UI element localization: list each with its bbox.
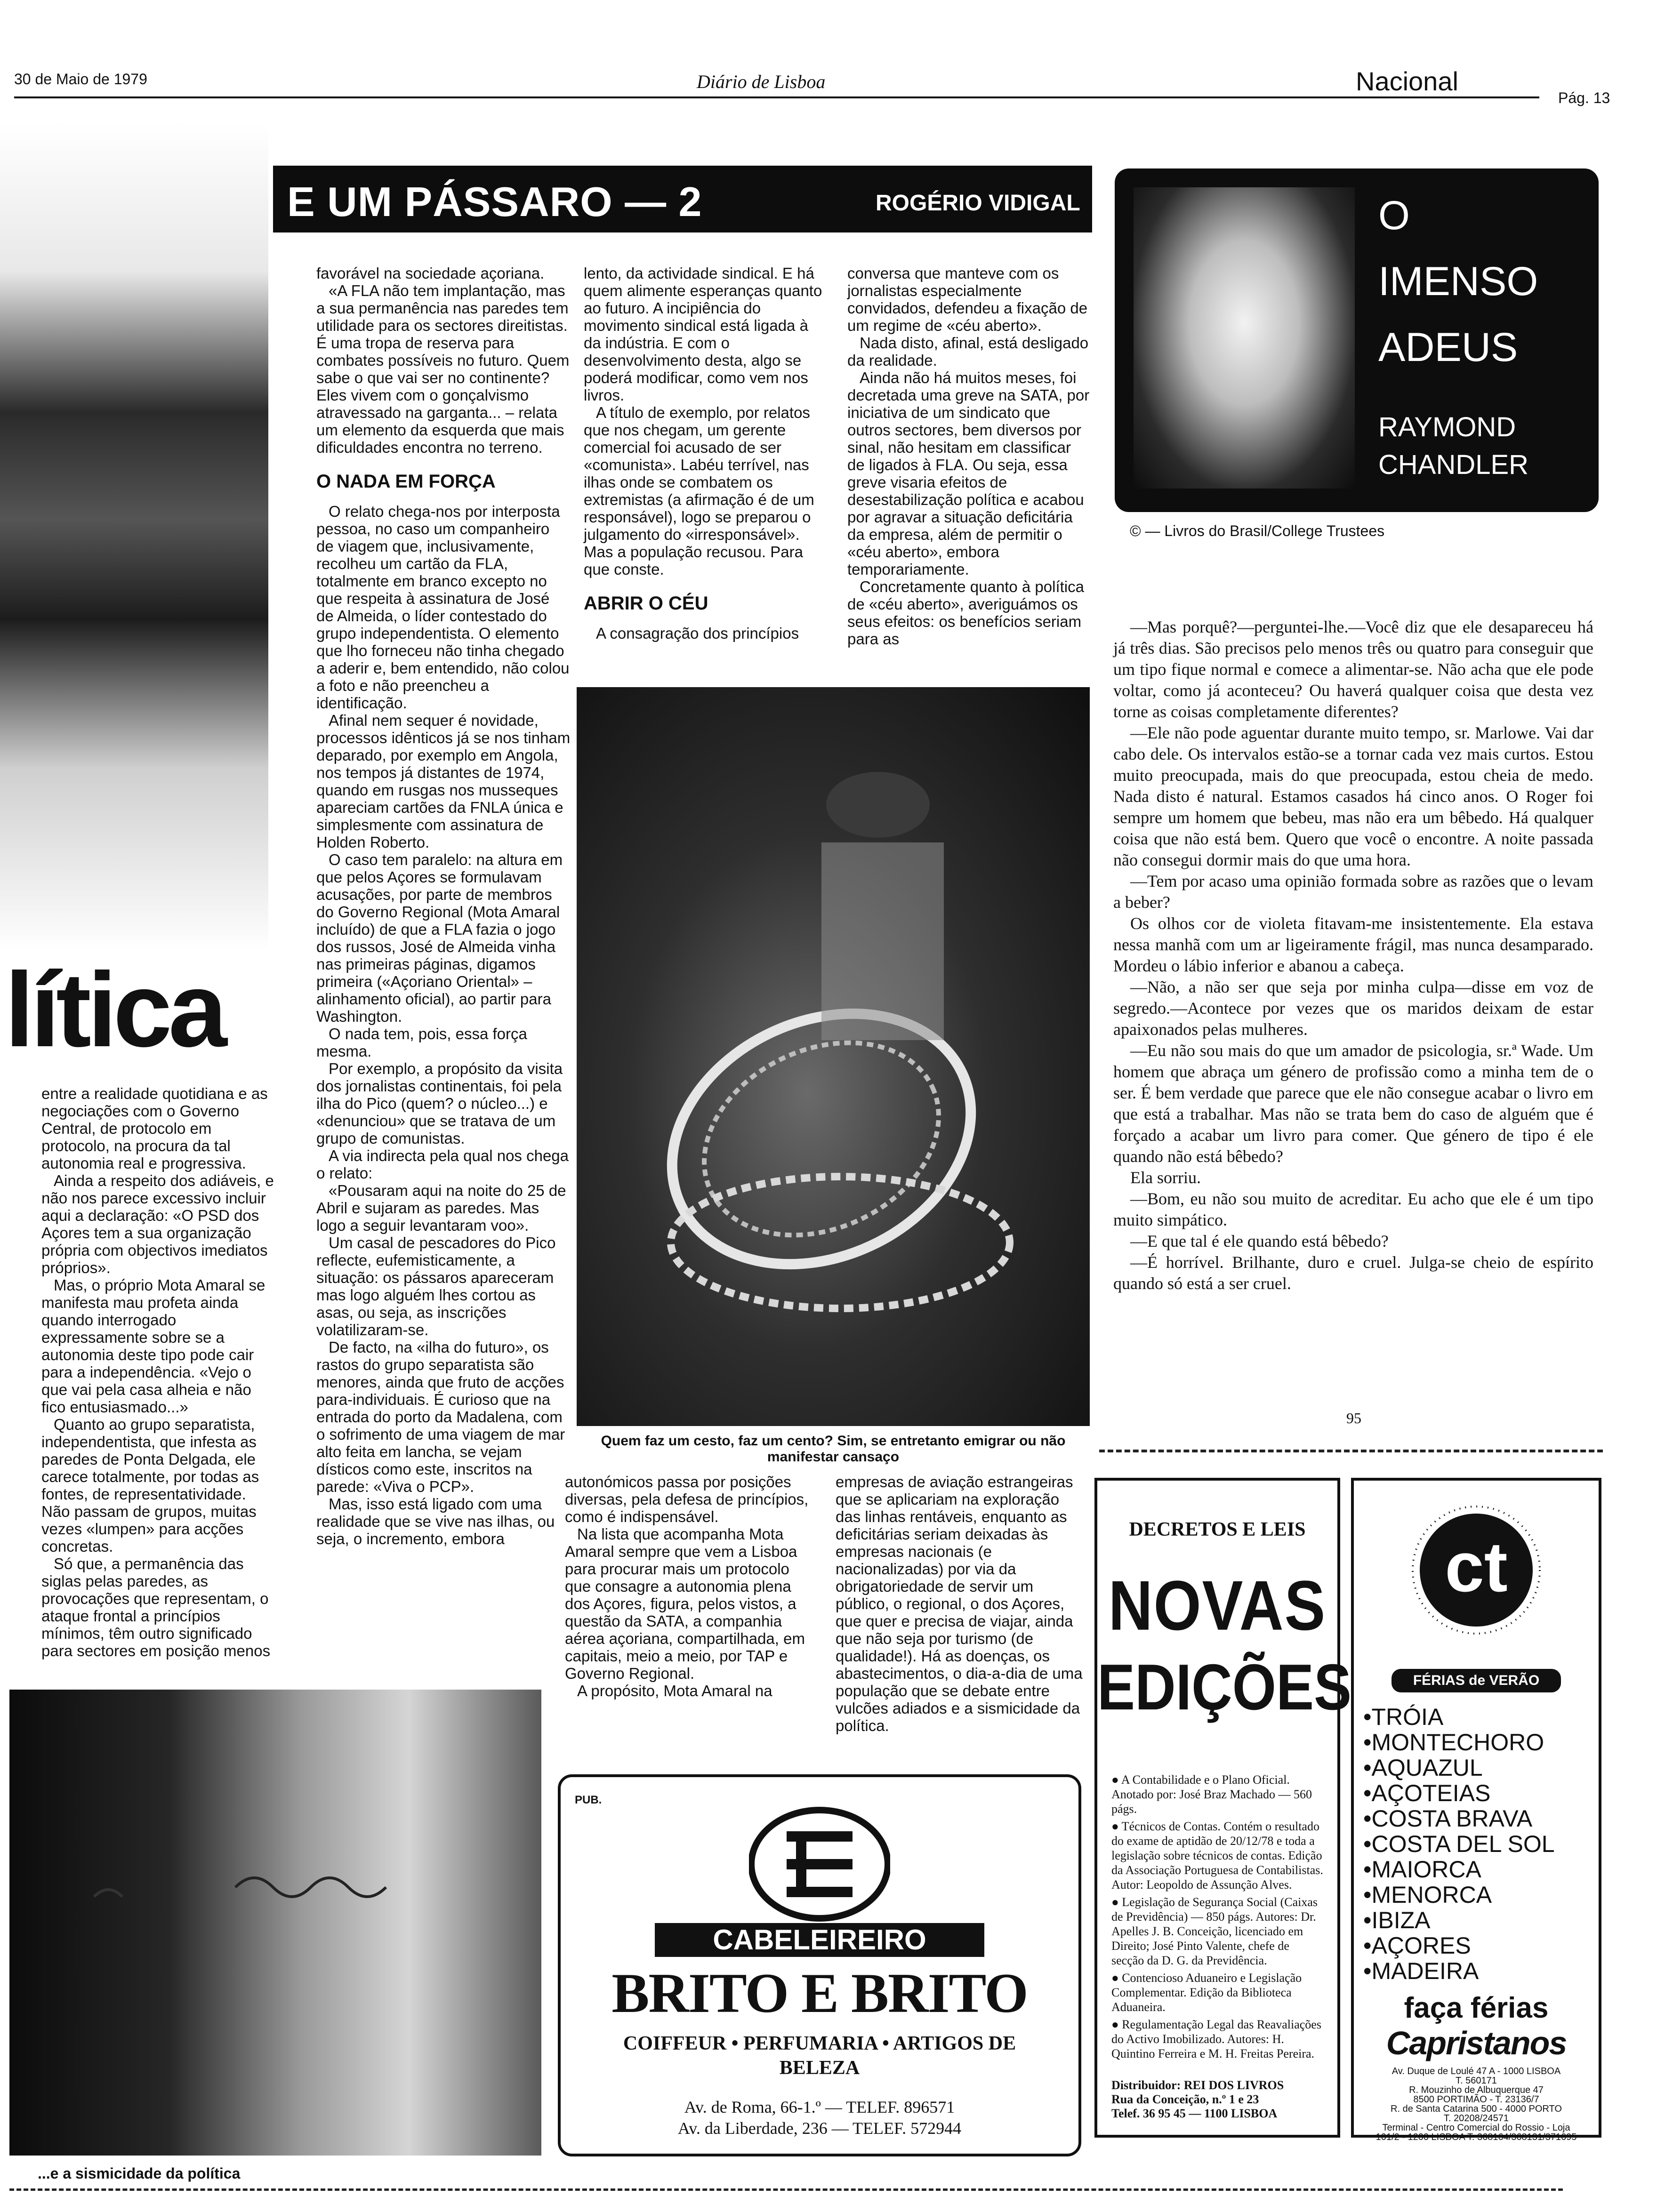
paragraph: —Mas porquê?—perguntei-lhe.—Você diz que ele desapareceu há já três dias. São precisos pelo menos três ou quatro para conseguir que um tipo fique normal e comece a alimentar-se. Não acha que ele pode voltar, como já aconteceu? Ou haverá qualquer coisa que desta vez torne as coisas completamente diferentes? xyxy=(1113,617,1593,721)
ferias-addresses xyxy=(1359,2067,1594,2142)
book-excerpt xyxy=(1113,617,1593,1294)
paragraph: Concretamente quanto à política de «céu aberto», averiguámos os seus efeitos: os benefícios seriam para as xyxy=(847,578,1084,648)
brito-logo xyxy=(749,1805,890,1923)
article-bottom-column-3 xyxy=(836,1473,1085,1734)
distributor xyxy=(1111,2078,1328,2121)
paragraph: «Pousaram aqui na noite do 25 de Abril e sujaram as paredes. Mas logo a seguir levantaram voo». xyxy=(316,1182,566,1234)
address-line: Terminal - Centro Comercial do Rossio - Loja xyxy=(1382,2123,1570,2133)
edicoes-word: EDIÇÕES xyxy=(1097,1651,1352,1724)
ferias-slogan: faça férias xyxy=(1404,1992,1549,2024)
address-line: Av. Duque de Loulé 47 A - 1000 LISBOA xyxy=(1392,2066,1561,2076)
list-item: ● Contencioso Aduaneiro e Legislação Complementar. Edição da Biblioteca Aduaneira. xyxy=(1111,1971,1302,2014)
brito-services: COIFFEUR • PERFUMARIA • ARTIGOS DE BELEZA xyxy=(623,2033,1016,2079)
destination-item: •AQUAZUL xyxy=(1363,1755,1483,1781)
photo-caption: Quem faz um cesto, faz um cento? Sim, se entretanto emigrar ou não manifestar cansaço xyxy=(601,1433,1066,1465)
destination-item: •MADEIRA xyxy=(1363,1958,1479,1984)
paragraph: A consagração dos princípios xyxy=(596,625,799,642)
brito-ad xyxy=(558,1774,1081,2156)
paragraph: O nada tem, pois, essa força mesma. xyxy=(316,1025,527,1060)
paragraph: —Tem por acaso uma opinião formada sobre as razões que o levam a beber? xyxy=(1113,872,1593,912)
paragraph: A propósito, Mota Amaral na xyxy=(577,1682,772,1699)
ct-logo-text: ct xyxy=(1445,1527,1508,1606)
article-column-1 xyxy=(316,264,571,1547)
paragraph: Na lista que acompanha Mota Amaral sempre que vem a Lisboa para procurar mais um protocolo que consagre a autonomia plena dos Açores, figura, pelos vistos, a questão da SATA, a companhia aérea açoriana, compartilhada, em capitais, meio a meio, por TAP e Governo Regional. xyxy=(565,1525,805,1682)
address-line: T. 560171 xyxy=(1456,2076,1497,2086)
wall-graffiti-photo xyxy=(9,1690,541,2156)
article-banner xyxy=(273,166,1092,232)
paragraph: A via indirecta pela qual nos chega o relato: xyxy=(316,1147,569,1182)
list-item: ● Legislação de Segurança Social (Caixas de Previdência) — 850 págs. Autores: Dr. Apelles J. B. Conceição, licenciado em Direito; José Pinto Valente, chefe de secção da D. G. da Previdência. xyxy=(1111,1895,1318,1967)
paragraph: Afinal nem sequer é novidade, processos idênticos já se nos tinham deparado, por exemplo em Angola, nos tempos já distantes de 1974, quando em rusgas nos musseques apareciam cartões da FNLA única e simplesmente com assinatura de Holden Roberto. xyxy=(316,712,571,851)
paragraph: Os olhos cor de violeta fitavam-me insistentemente. Ela estava nessa manhã com um ar ligeiramente frágil, mas nunca desamparado. Mordeu o lábio inferior e abanou a cabeça. xyxy=(1113,914,1593,975)
paragraph: Quanto ao grupo separatista, independentista, que infesta as paredes de Ponta Delgada, ele carece totalmente, por todas as fontes, de representatividade. Não passam de grupos, muitas vezes «lumpen» para acções concretas. xyxy=(41,1416,259,1555)
destination-item: •TRÓIA xyxy=(1363,1704,1444,1730)
bottom-rule xyxy=(9,2188,1563,2191)
paragraph: «A FLA não tem implantação, mas a sua permanência nas paredes tem utilidade para os sectores direitistas. É uma tropa de reserva para combates possíveis no futuro. Quem sabe o que vai ser no continente? Eles vivem com o gonçalvismo atravessado na garganta... – relata um elemento da esquerda que mais dificuldades encontra no terreno. xyxy=(316,282,570,456)
novas-word: NOVAS xyxy=(1108,1566,1327,1645)
distributor-line: Telef. 36 95 45 — 1100 LISBOA xyxy=(1111,2107,1278,2120)
destination-item: •COSTA DEL SOL xyxy=(1363,1831,1555,1857)
item-text: Legislação de Segurança Social (Caixas de Previdência) — 850 págs. Autores: Dr. Apelles J. B. Conceição, licenciado em Direito; José Pinto Valente, chefe de secção da D. G. da Previdência. xyxy=(1111,1895,1318,1967)
basket-weaver-photo xyxy=(577,687,1090,1426)
book-credit: © — Livros do Brasil/College Trustees xyxy=(1130,522,1385,539)
paragraph: —Bom, eu não sou muito de acreditar. Eu acho que ele é um tipo muito simpático. xyxy=(1113,1189,1593,1229)
paragraph: favorável na sociedade açoriana. xyxy=(316,264,545,282)
list-item: ● Regulamentação Legal das Reavaliações do Activo Imobilizado. Autores: H. Quintino Ferreira e M. H. Freitas Pereira. xyxy=(1111,2018,1321,2060)
ct-logo xyxy=(1406,1499,1547,1641)
list-item: ● A Contabilidade e o Plano Oficial. Anotado por: José Braz Machado — 560 págs. xyxy=(1111,1773,1312,1816)
destination-item: •MONTECHORO xyxy=(1363,1729,1544,1755)
paragraph: lento, da actividade sindical. E há quem alimente esperanças quanto ao futuro. A incipiência do movimento sindical está ligada à da indústria. E com o desenvolvimento desta, algo se poderá modificar, como vem nos livros. xyxy=(584,264,822,404)
bottom-photo-caption: ...e a sismicidade da política xyxy=(38,2165,241,2182)
address-line: R. Mouzinho de Albuquerque 47 xyxy=(1409,2085,1544,2095)
book-title-line: ADEUS xyxy=(1378,325,1518,370)
brito-address-2: Av. da Liberdade, 236 — TELEF. 572944 xyxy=(677,2119,962,2138)
brito-address-1: Av. de Roma, 66-1.º — TELEF. 896571 xyxy=(684,2098,955,2116)
article-author: ROGÉRIO VIDIGAL xyxy=(876,191,1080,216)
issue-date: 30 de Maio de 1979 xyxy=(14,71,147,88)
item-text: Regulamentação Legal das Reavaliações do Activo Imobilizado. Autores: H. Quintino Ferreira e M. H. Freitas Pereira. xyxy=(1111,2018,1321,2060)
book-page-number: 95 xyxy=(1346,1410,1361,1427)
book-author-line: RAYMOND xyxy=(1378,412,1516,442)
decretos-title: DECRETOS E LEIS xyxy=(1129,1519,1306,1540)
address-line: 8500 PORTIMÃO - T. 23136/7 xyxy=(1413,2094,1539,2105)
politica-big-word: lítica xyxy=(5,950,224,1069)
paragraph: Ela sorriu. xyxy=(1130,1168,1201,1187)
paragraph: Por exemplo, a propósito da visita dos jornalistas continentais, foi pela ilha do Pico (quem? o núcleo...) e «denunciou» que se tratava de um grupo de comunistas. xyxy=(316,1060,563,1147)
decretos-list xyxy=(1111,1772,1323,2064)
destination-item: •AÇOTEIAS xyxy=(1363,1780,1491,1806)
paragraph: O caso tem paralelo: na altura em que pelos Açores se formulavam acusações, por parte de membros do Governo Regional (Mota Amaral incluído) de que a FLA fazia o jogo dos russos, José de Almeida vinha nas primeiras páginas, digamos primeira («Açoriano Oriental» – alinhamento oficial), ao partir para Washington. xyxy=(316,851,563,1025)
paragraph: empresas de aviação estrangeiras que se aplicariam na exploração das linhas rentáveis, enquanto as deficitárias seriam deixadas às empresas nacionais (e nacionalizadas) por via da obrigatoriedade de servir um público, o regional, o dos Açores, que quer e precisa de viajar, ainda que não seja por turismo (de qualidade!). Há as doenças, os abastecimentos, o dia-a-dia de uma população que se debate entre vulcões adiados e a sismicidade da política. xyxy=(836,1473,1083,1734)
list-item: ● Técnicos de Contas. Contém o resultado do exame de aptidão de 20/12/78 e toda a legislação sobre técnicos de contas. Edição da Associação Portuguesa de Contabilistas. Autor: Leopoldo de Assunção Alves. xyxy=(1111,1819,1323,1891)
address-line: T. 20208/24571 xyxy=(1444,2113,1509,2124)
author-portrait xyxy=(1134,187,1355,489)
book-title-line: IMENSO xyxy=(1378,259,1538,304)
paragraph: —Eu não sou mais do que um amador de psicologia, sr.ª Wade. Um homem que abraça um género de profissão como a minha tem de o ser. É bem verdade que parece que ele não consegue acabar o livro em que está a trabalhar. Mas não se trata bem do caso de alguém que é forçado a acabar um livro para comer. Que género de tipo é ele quando não está bêbedo? xyxy=(1113,1041,1593,1166)
decretos-ad xyxy=(1094,1478,1352,2138)
item-text: Técnicos de Contas. Contém o resultado do exame de aptidão de 20/12/78 e toda a legislação sobre técnicos de contas. Edição da Associação Portuguesa de Contabilistas. Autor: Leopoldo de Assunção Alves. xyxy=(1111,1819,1323,1891)
destination-item: •MAIORCA xyxy=(1363,1856,1481,1883)
capristanos-ad xyxy=(1351,1478,1601,2142)
book-box xyxy=(1115,168,1599,512)
basket-illustration xyxy=(577,687,1090,1426)
subheading-nada-em-forca: O NADA EM FORÇA xyxy=(316,471,496,492)
article-column-3 xyxy=(847,264,1092,648)
paragraph: —É horrível. Brilhante, duro e cruel. Julga-se cheio de espírito quando só está a ser cruel. xyxy=(1113,1253,1593,1293)
destination-item: •IBIZA xyxy=(1363,1907,1431,1933)
article-headline: E UM PÁSSARO — 2 xyxy=(287,178,702,225)
paragraph: A título de exemplo, por relatos que nos chegam, um gerente comercial foi acusado de ser «comunista». Labéu terrível, nas ilhas onde se combatem os extremistas (a afirmação é de um responsável), logo se preparou o julgamento do «irresponsável». Mas a população recusou. Para que conste. xyxy=(584,404,814,578)
paragraph: Nada disto, afinal, está desligado da realidade. xyxy=(847,334,1089,369)
distributor-line: Distribuidor: REI DOS LIVROS xyxy=(1111,2078,1284,2092)
paragraph: Mas, isso está ligado com uma realidade que se vive nas ilhas, ou seja, o incremento, embora xyxy=(316,1495,555,1547)
paragraph: Ainda não há muitos meses, foi decretada uma greve na SATA, por iniciativa de um sindicato que outros sectores, bem diversos por sinal, não hesitam em classificar de ligados à FLA. Ou seja, essa greve visaria efeitos de desestabilização política e acabou por agravar a situação deficitária da empresa, além de permitir o «céu aberto», embora temporariamente. xyxy=(847,369,1090,578)
left-landscape-photo xyxy=(0,122,268,951)
paragraph: Um casal de pescadores do Pico reflecte, eufemisticamente, a situação: os pássaros apareceram mas logo alguém lhes cortou as asas, ou seja, as inscrições volatilizaram-se. xyxy=(316,1234,556,1338)
paragraph: —E que tal é ele quando está bêbedo? xyxy=(1130,1232,1389,1250)
book-title xyxy=(1378,183,1538,380)
page-number: Pág. 13 xyxy=(1558,89,1610,106)
address-line: 101/2 - 1200 LISBOA T. 368164/368131/371695 xyxy=(1375,2132,1577,2142)
subheading-abrir-o-ceu: ABRIR O CÉU xyxy=(584,593,708,614)
paragraph: O relato chega-nos por interposta pessoa, no caso um companheiro de viagem que, inclusivamente, recolheu um cartão da FLA, totalmente em branco excepto no que respeita à assinatura de José de Almeida, o líder contestado do grupo independentista. O elemento que lho forneceu não tinha chegado a aderir e, bem entendido, não colou a foto e não preencheu a identificação. xyxy=(316,503,570,712)
paragraph: conversa que manteve com os jornalistas especialmente convidados, defendeu a fixação de um regime de «céu aberto». xyxy=(847,264,1088,334)
paragraph: Ainda a respeito dos adiáveis, e não nos parece excessivo incluir aqui a declaração: «O PSD dos Açores tem a sua organização própria com objectivos imediatos próprios». xyxy=(41,1172,274,1276)
destination-item: •AÇORES xyxy=(1363,1932,1471,1959)
item-text: Contencioso Aduaneiro e Legislação Complementar. Edição da Biblioteca Aduaneira. xyxy=(1111,1971,1302,2014)
graffiti-illustration xyxy=(9,1690,541,2156)
paragraph: entre a realidade quotidiana e as negociações com o Governo Central, de protocolo em protocolo, na procura da tal autonomia real e progressiva. xyxy=(41,1085,268,1172)
paragraph: Só que, a permanência das siglas pelas paredes, as provocações que representam, o ataque frontal a princípios mínimos, têm outro significado para sectores em posição menos xyxy=(41,1555,271,1659)
book-title-line: O xyxy=(1378,193,1410,238)
brito-name: BRITO E BRITO xyxy=(611,1962,1028,2024)
ferias-ribbon: FÉRIAS de VERÃO xyxy=(1392,1669,1561,1692)
paragraph: Mas, o próprio Mota Amaral se manifesta mau profeta ainda quando interrogado expressamente sobre se a autonomia deste tipo pode cair para a independência. «Vejo o que vai pela casa alheia e não fico entusiasmado...» xyxy=(41,1276,265,1416)
section-name: Nacional xyxy=(1356,66,1458,96)
paragraph: De facto, na «ilha do futuro», os rastos do grupo separatista são menores, ainda que fruto de acções para-individuais. É curioso que na entrada do porto da Madalena, com o sofrimento de uma viagem de mar alto feita em lancha, se vejam dísticos como este, inscritos na parede: «Viva o PCP». xyxy=(316,1338,565,1495)
paper-name: Diário de Lisboa xyxy=(697,71,826,92)
article-bottom-column-2 xyxy=(565,1473,810,1699)
destination-item: •COSTA BRAVA xyxy=(1363,1805,1533,1832)
paragraph: —Ele não pode aguentar durante muito tempo, sr. Marlowe. Vai dar cabo dele. Os intervalos estão-se a tornar cada vez mais curtos. Estou muito preocupada, mais do que preocupada, estou cheia de medo. Nada disto é natural. Estamos casados há cinco anos. O Roger foi sempre um homem que bebeu, mas não era um bêbedo. Há qualquer coisa que não está bem. Quero que você o encontre. A noite passada não consegui dormir mais do que uma hora. xyxy=(1113,723,1593,869)
book-author-line: CHANDLER xyxy=(1378,449,1529,480)
distributor-line: Rua da Conceição, n.º 1 e 23 xyxy=(1111,2092,1259,2106)
item-text: A Contabilidade e o Plano Oficial. Anotado por: José Braz Machado — 560 págs. xyxy=(1111,1773,1312,1816)
ferias-brand: Capristanos xyxy=(1386,2025,1567,2061)
paragraph: autonómicos passa por posições diversas, pela defesa de princípios, como é indispensável. xyxy=(565,1473,809,1525)
destination-list xyxy=(1363,1704,1555,1984)
destination-item: •MENORCA xyxy=(1363,1882,1492,1908)
book-bottom-rule xyxy=(1099,1450,1603,1452)
article-left-column xyxy=(41,1085,277,1659)
paragraph: —Não, a não ser que seja por minha culpa—disse em voz de segredo.—Acontece por vezes que os maridos deixam de estar apaixonados pelas mulheres. xyxy=(1113,978,1593,1039)
cabeleireiro-label: CABELEIREIRO xyxy=(655,1923,984,1957)
pub-label: PUB. xyxy=(575,1794,602,1806)
article-column-2 xyxy=(584,264,828,642)
address-line: R. de Santa Catarina 500 - 4000 PORTO xyxy=(1391,2104,1562,2114)
book-author xyxy=(1378,409,1528,484)
header-rule xyxy=(14,96,1539,98)
